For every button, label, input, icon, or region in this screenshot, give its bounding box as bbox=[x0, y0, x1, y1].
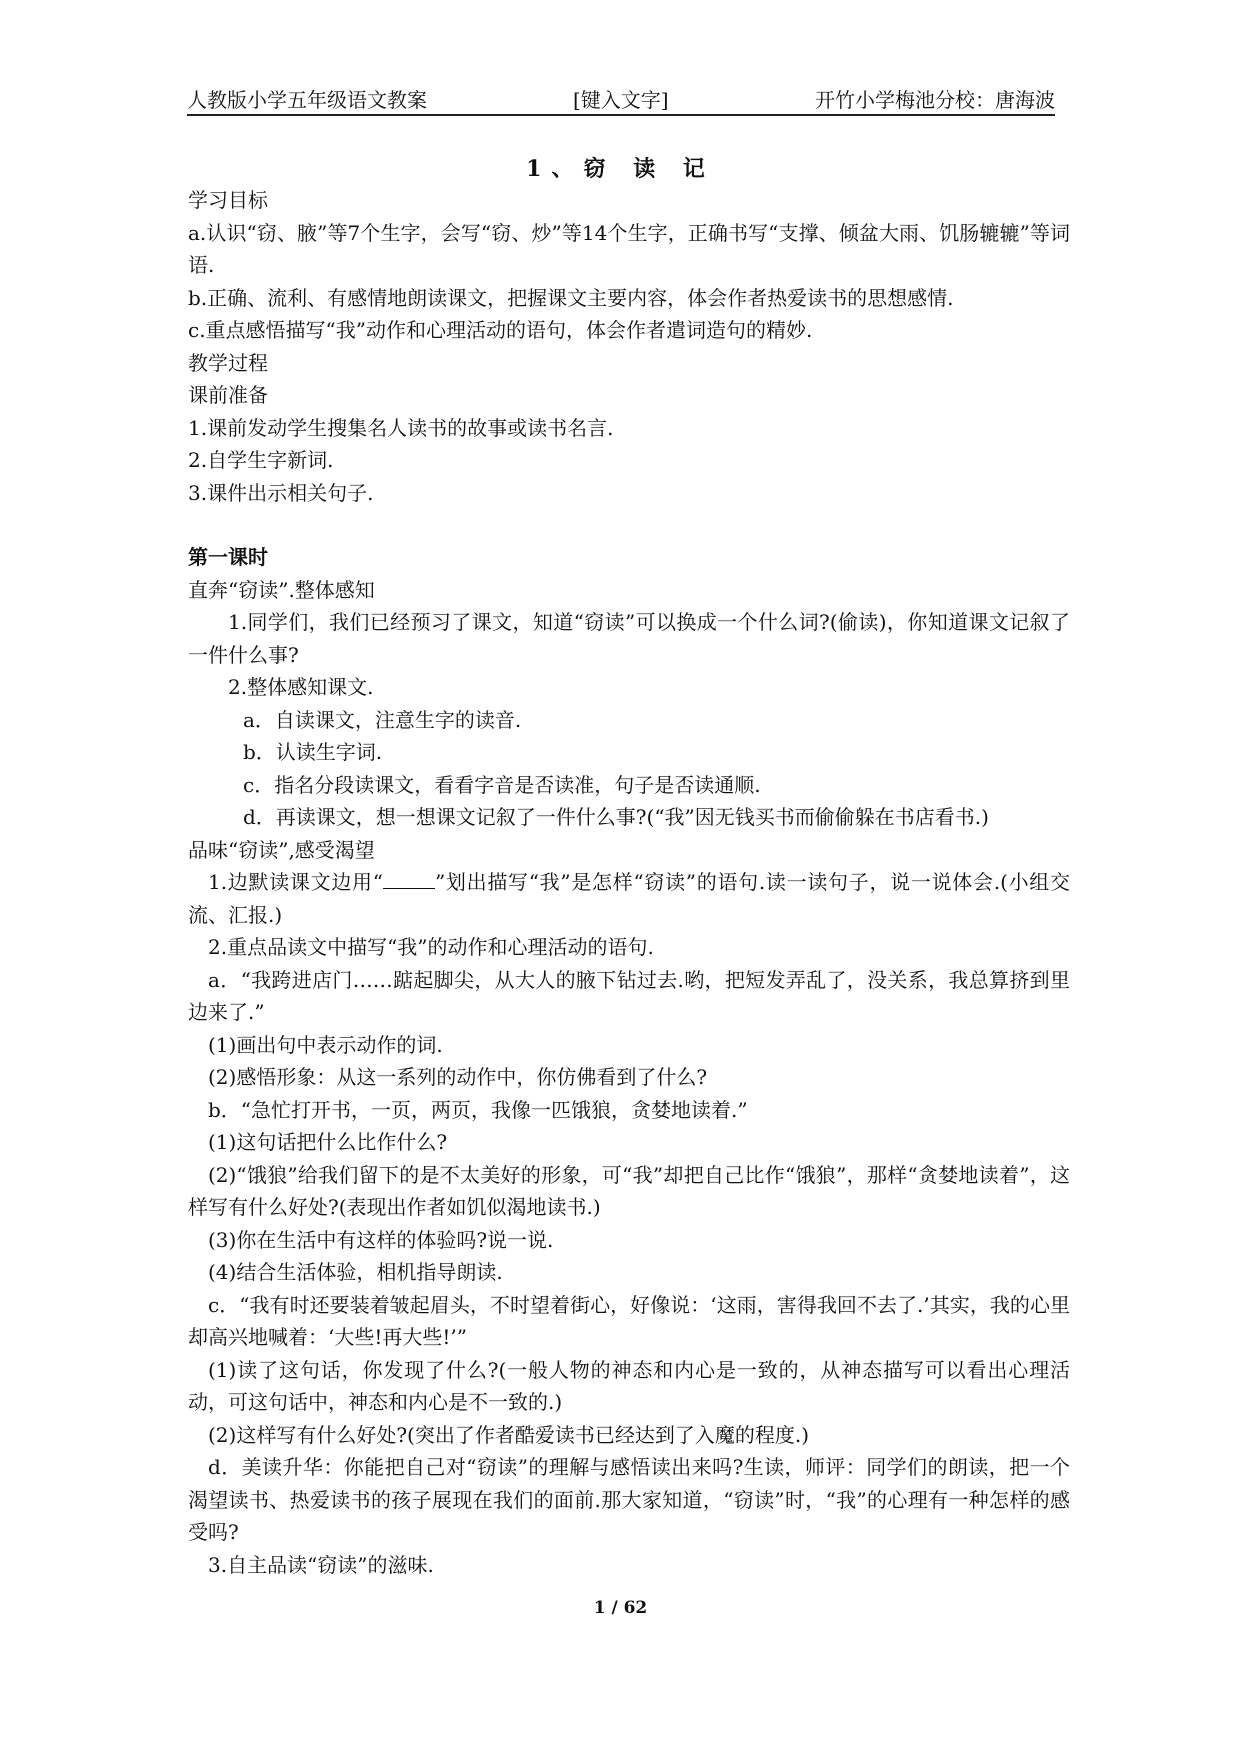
section-heading: 品味“窃读”,感受渴望 bbox=[188, 837, 375, 862]
paragraph: 2.重点品读文中描写“我”的动作和心理活动的语句. bbox=[208, 935, 654, 959]
paragraph-part: 1.边默读课文边用“ bbox=[208, 870, 383, 894]
list-item: b．认读生字词. bbox=[243, 740, 383, 764]
paragraph: 3.自主品读“窃读”的滋味. bbox=[208, 1552, 434, 1577]
list-item: (1)画出句中表示动作的词. bbox=[208, 1032, 443, 1057]
list-item: (4)结合生活体验，相机指导朗读. bbox=[208, 1260, 503, 1284]
list-item: (3)你在生活中有这样的体验吗?说一说. bbox=[208, 1227, 554, 1252]
paragraph: c．“我有时还要装着皱起眉头，不时望着街心，好像说：‘这雨，害得我回不去了.’其实，我的心里却高兴地喊着：‘大些!再大些!’” bbox=[188, 1292, 1070, 1349]
list-item: c．指名分段读课文，看看字音是否读准，句子是否读通顺. bbox=[243, 772, 761, 797]
paragraph: a.认识“窃、腋”等7个生字，会写“窃、炒”等14个生字，正确书写“支撑、倾盆大雨、饥肠辘辘”等词语. bbox=[188, 220, 1070, 277]
lesson-title: 1、窃 读 记 bbox=[526, 156, 715, 182]
paragraph bbox=[188, 866, 1070, 931]
list-item: 2.自学生字新词. bbox=[188, 448, 334, 472]
paragraph: b.正确、流利、有感情地朗读课文，把握课文主要内容，体会作者热爱读书的思想感情. bbox=[188, 285, 954, 310]
section-heading-bold: 第一课时 bbox=[188, 545, 268, 569]
paragraph: b．“急忙打开书，一页，两页，我像一匹饿狼，贪婪地读着.” bbox=[208, 1097, 748, 1122]
header-right: 开竹小学梅池分校：唐海波 bbox=[815, 88, 1055, 112]
paragraph: d．美读升华：你能把自己对“窃读”的理解与感悟读出来吗?生读，师评：同学们的朗读，把一个渴望读书、热爱读书的孩子展现在我们的面前.那大家知道，“窃读”时，“我”的心理有一种怎样的感受吗? bbox=[188, 1455, 1070, 1544]
paragraph-part: ”划出描写“我”是怎样“窃读”的语句.读一读句子，说一说体会.(小组交流、汇报.) bbox=[188, 870, 1071, 927]
list-item: d．再读课文，想一想课文记叙了一件什么事?(“我”因无钱买书而偷偷躲在书店看书.) bbox=[243, 805, 989, 829]
section-heading: 学习目标 bbox=[188, 188, 268, 212]
spacer bbox=[188, 509, 1070, 541]
section-heading: 教学过程 bbox=[188, 350, 268, 375]
list-item: (2)这样写有什么好处?(突出了作者酷爱读书已经达到了入魔的程度.) bbox=[208, 1422, 810, 1447]
page-header bbox=[187, 86, 1055, 116]
list-item: a．自读课文，注意生字的读音. bbox=[243, 707, 522, 732]
list-item: 1.课前发动学生搜集名人读书的故事或读书名言. bbox=[188, 415, 614, 440]
paragraph: (1)读了这句话，你发现了什么?(一般人物的神态和内心是一致的，从神态描写可以看出心理活动，可这句话中，神态和内心是不一致的.) bbox=[188, 1357, 1070, 1414]
document-body bbox=[188, 184, 1070, 1581]
list-item: 3.课件出示相关句子. bbox=[188, 480, 374, 505]
list-item: (1)这句话把什么比作什么? bbox=[208, 1130, 448, 1154]
paragraph: a．“我跨进店门……踮起脚尖，从大人的腋下钻过去.哟，把短发弄乱了，没关系，我总算挤到里边来了.” bbox=[188, 967, 1070, 1024]
header-center: [键入文字] bbox=[573, 88, 669, 112]
header-left: 人教版小学五年级语文教案 bbox=[187, 88, 427, 112]
section-heading: 直奔“窃读”.整体感知 bbox=[188, 577, 375, 602]
paragraph: (2)“饿狼”给我们留下的是不太美好的形象，可“我”却把自己比作“饿狼”，那样“贪婪地读着”，这样写有什么好处?(表现出作者如饥似渴地读书.) bbox=[188, 1162, 1070, 1219]
paragraph: 2.整体感知课文. bbox=[228, 675, 374, 699]
section-heading: 课前准备 bbox=[188, 383, 268, 407]
paragraph: c.重点感悟描写“我”动作和心理活动的语句，体会作者遣词造句的精妙. bbox=[188, 318, 813, 342]
underline-blank bbox=[383, 870, 435, 889]
paragraph: 1.同学们，我们已经预习了课文，知道“窃读”可以换成一个什么词?(偷读)，你知道课文记叙了一件什么事? bbox=[188, 610, 1070, 667]
list-item: (2)感悟形象：从这一系列的动作中，你仿佛看到了什么? bbox=[208, 1065, 708, 1089]
page-number: 1 / 62 bbox=[593, 1598, 648, 1618]
